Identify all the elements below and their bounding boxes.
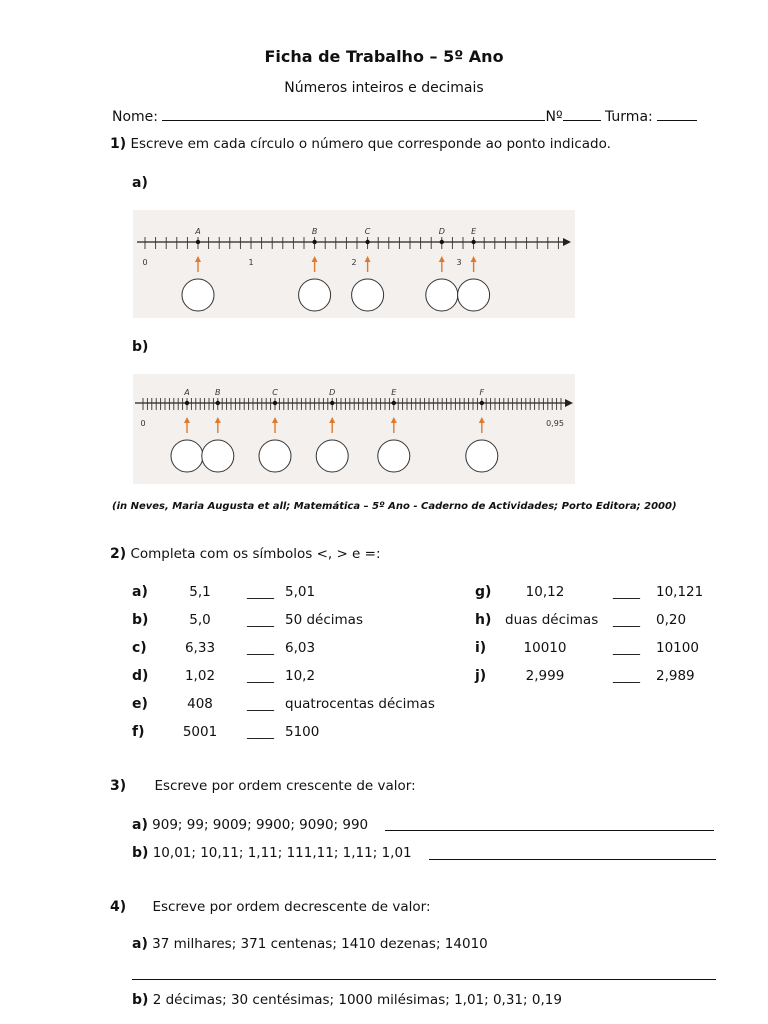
question-1-text: Escreve em cada círculo o número que corresponde ao ponto indicado.	[130, 136, 611, 152]
pointer-arrowhead	[471, 256, 477, 262]
number-line-b	[133, 374, 575, 484]
item-label: e)	[132, 696, 148, 712]
point-marker	[312, 240, 316, 244]
pointer-arrowhead	[479, 417, 485, 423]
point-marker	[365, 240, 369, 244]
item-label: i)	[475, 640, 487, 656]
question-3	[110, 778, 416, 794]
q4-a-text: 37 milhares; 371 centenas; 1410 dezenas; 14010	[152, 936, 488, 952]
item-label: b)	[132, 612, 149, 628]
point-label: E	[471, 227, 477, 236]
right-value: 50 décimas	[285, 612, 363, 628]
item-label: h)	[475, 612, 492, 628]
page-title: Ficha de Trabalho – 5º Ano	[264, 47, 504, 66]
right-value: 6,03	[285, 640, 316, 656]
question-1	[110, 136, 611, 152]
left-value: 10,12	[525, 584, 565, 600]
comparison-blank[interactable]: ____	[613, 668, 640, 684]
left-value: 5,1	[189, 584, 211, 600]
point-label: B	[311, 227, 318, 236]
pointer-arrowhead	[184, 417, 190, 423]
answer-circle	[171, 440, 203, 472]
answer-circle	[182, 279, 214, 311]
q3-a-label: a)	[132, 817, 148, 833]
q4-b-text: 2 décimas; 30 centésimas; 1000 milésimas; 1,01; 0,31; 0,19	[152, 992, 562, 1008]
point-marker	[216, 401, 220, 405]
number-label: Nº	[545, 109, 563, 125]
point-marker	[471, 240, 475, 244]
q4-a-answer-line[interactable]	[132, 979, 716, 980]
comparison-blank[interactable]: ____	[247, 668, 274, 684]
left-value: 2,999	[525, 668, 565, 684]
tick-label: 0	[140, 419, 146, 428]
left-value: 5,0	[189, 612, 211, 628]
point-label: C	[272, 388, 278, 397]
q3-b-item	[132, 845, 412, 861]
q3-b-text: 10,01; 10,11; 1,11; 111,11; 1,11; 1,01	[152, 845, 412, 861]
question-2	[110, 546, 381, 562]
answer-circle	[378, 440, 410, 472]
point-label: F	[479, 388, 485, 397]
tick-label: 0	[142, 258, 148, 267]
point-marker	[392, 401, 396, 405]
name-row	[112, 108, 697, 125]
question-4	[110, 899, 431, 915]
q4-a-item	[132, 936, 488, 952]
question-4-text: Escreve por ordem decrescente de valor:	[152, 899, 431, 915]
pointer-arrowhead	[215, 417, 221, 423]
comparison-blank[interactable]: ____	[613, 612, 640, 628]
q1-a-label: a)	[132, 175, 148, 191]
class-label: Turma:	[605, 109, 653, 125]
citation: (in Neves, Maria Augusta et all; Matemática – 5º Ano - Caderno de Actividades; Porto Editora; 2000)	[112, 501, 677, 512]
item-label: c)	[132, 640, 147, 656]
tick-label: 3	[456, 258, 462, 267]
question-1-number: 1)	[110, 136, 127, 152]
name-field[interactable]	[162, 108, 545, 121]
answer-circle	[299, 279, 331, 311]
pointer-arrowhead	[272, 417, 278, 423]
left-value: 5001	[182, 724, 218, 740]
right-value: 0,20	[656, 612, 687, 628]
answer-circle	[458, 279, 490, 311]
name-label: Nome:	[112, 109, 159, 125]
number-line-a	[133, 210, 575, 318]
q3-a-item	[132, 817, 368, 833]
q3-a-answer-line[interactable]	[385, 830, 714, 831]
axis-arrowhead	[565, 399, 573, 407]
answer-circle	[426, 279, 458, 311]
comparison-blank[interactable]: ____	[247, 696, 274, 712]
number-line-b-figure	[133, 374, 575, 484]
right-value: quatrocentas décimas	[285, 696, 435, 712]
point-marker	[196, 240, 200, 244]
comparison-blank[interactable]: ____	[247, 724, 274, 740]
point-label: D	[438, 227, 445, 236]
answer-circle	[259, 440, 291, 472]
answer-circle	[202, 440, 234, 472]
pointer-arrowhead	[329, 417, 335, 423]
pointer-arrowhead	[195, 256, 201, 262]
question-4-number: 4)	[110, 899, 127, 915]
right-value: 10100	[656, 640, 699, 656]
q1-b-label: b)	[132, 339, 149, 355]
right-value: 5100	[285, 724, 320, 740]
point-label: A	[195, 227, 201, 236]
tick-label: 0,95	[546, 419, 564, 428]
item-label: a)	[132, 584, 148, 600]
right-value: 10,2	[285, 668, 316, 684]
left-value: 408	[187, 696, 213, 712]
pointer-arrowhead	[439, 256, 445, 262]
tick-label: 1	[248, 258, 254, 267]
question-3-number: 3)	[110, 778, 127, 794]
number-line-a-figure	[133, 210, 575, 318]
point-label: C	[364, 227, 371, 236]
class-field[interactable]	[657, 108, 697, 121]
point-marker	[480, 401, 484, 405]
item-label: d)	[132, 668, 149, 684]
q4-b-item	[132, 992, 562, 1008]
comparison-blank[interactable]: ____	[247, 640, 274, 656]
point-label: B	[215, 388, 221, 397]
q3-b-answer-line[interactable]	[429, 859, 716, 860]
left-value: 1,02	[184, 668, 216, 684]
q4-a-label: a)	[132, 936, 148, 952]
question-2-number: 2)	[110, 546, 127, 562]
point-marker	[185, 401, 189, 405]
right-value: 5,01	[285, 584, 316, 600]
q3-b-label: b)	[132, 845, 149, 861]
axis-arrowhead	[563, 238, 571, 246]
item-label: j)	[475, 668, 487, 684]
item-label: g)	[475, 584, 492, 600]
pointer-arrowhead	[391, 417, 397, 423]
pointer-arrowhead	[312, 256, 318, 262]
item-label: f)	[132, 724, 145, 740]
page-subtitle: Números inteiros e decimais	[284, 80, 484, 96]
right-value: 10,121	[656, 584, 704, 600]
point-label: D	[329, 388, 336, 397]
number-field[interactable]	[563, 108, 601, 121]
left-value: duas décimas	[505, 612, 599, 628]
comparison-blank[interactable]: ____	[247, 612, 274, 628]
point-marker	[273, 401, 277, 405]
answer-circle	[316, 440, 348, 472]
pointer-arrowhead	[365, 256, 371, 262]
q4-b-label: b)	[132, 992, 149, 1008]
question-2-text: Completa com os símbolos <, > e =:	[130, 546, 381, 562]
answer-circle	[466, 440, 498, 472]
question-3-text: Escreve por ordem crescente de valor:	[154, 778, 416, 794]
right-value: 2,989	[656, 668, 695, 684]
point-marker	[440, 240, 444, 244]
point-label: E	[391, 388, 397, 397]
point-marker	[330, 401, 334, 405]
comparison-blank[interactable]: ____	[613, 584, 640, 600]
left-value: 6,33	[184, 640, 216, 656]
comparison-blank[interactable]: ____	[247, 584, 274, 600]
point-label: A	[184, 388, 190, 397]
left-value: 10010	[523, 640, 567, 656]
tick-label: 2	[351, 258, 357, 267]
comparison-blank[interactable]: ____	[613, 640, 640, 656]
answer-circle	[352, 279, 384, 311]
q3-a-text: 909; 99; 9009; 9900; 9090; 990	[152, 817, 369, 833]
